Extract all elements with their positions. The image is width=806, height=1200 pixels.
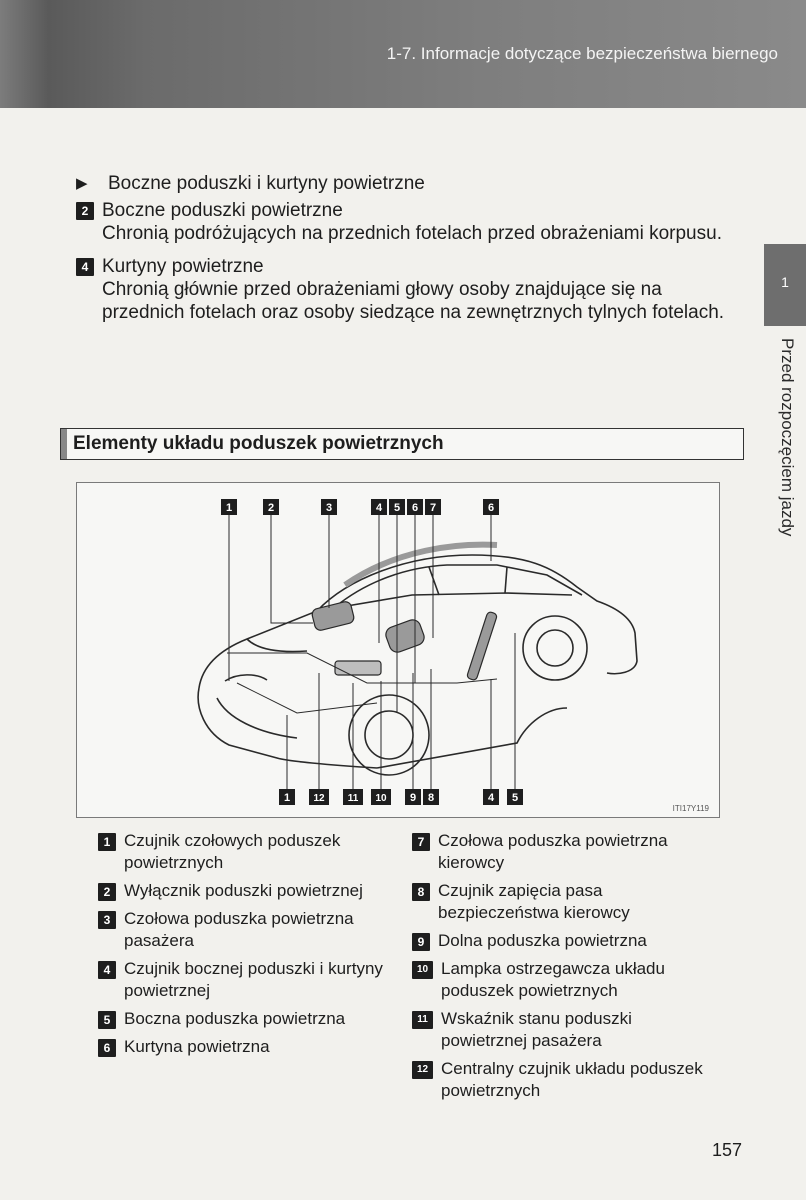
legend-left-column [98,830,398,1064]
number-badge-icon: 6 [98,1039,116,1057]
intro-item-title: Boczne poduszki powietrzne [102,200,343,221]
number-badge-icon: 9 [412,933,430,951]
intro-item-title: Kurtyny powietrzne [102,256,264,277]
svg-text:1: 1 [225,502,233,514]
figure-code: ITI17Y119 [672,804,709,813]
svg-text:12: 12 [313,793,325,804]
callout-badge-bottom [309,789,329,805]
section-header [60,428,744,460]
intro-section [76,172,736,334]
number-badge-icon: 3 [98,911,116,929]
svg-text:9: 9 [409,792,417,804]
callout-badge-top [263,499,279,515]
legend-item-text: Czołowa poduszka powietrzna pasażera [124,909,354,950]
legend-item-text: Kurtyna powietrzna [124,1037,270,1056]
svg-text:2: 2 [267,502,275,514]
number-badge-icon: 4 [76,258,94,276]
number-badge-icon: 5 [98,1011,116,1029]
callout-badge-bottom [405,789,421,805]
legend-item [412,930,722,952]
intro-heading [76,172,736,195]
callout-badge-bottom [343,789,363,805]
svg-text:8: 8 [427,792,435,804]
chapter-side-label: Przed rozpoczęciem jazdy [778,338,797,537]
legend-item [98,880,398,902]
callout-badge-top [483,499,499,515]
number-badge-icon: 4 [98,961,116,979]
svg-text:6: 6 [487,502,495,514]
svg-text:4: 4 [487,792,495,804]
chapter-tab-number: 1 [781,274,789,290]
intro-item [76,199,736,245]
chapter-tab [764,244,806,326]
legend-item [412,830,722,874]
legend-item-text: Czujnik zapięcia pasa bezpieczeństwa kierowcy [438,881,630,922]
number-badge-icon: 11 [412,1011,433,1029]
svg-text:7: 7 [429,502,437,514]
legend-item [98,830,398,874]
callout-badge-top [221,499,237,515]
legend-item [98,1008,398,1030]
callout-badge-bottom [279,789,295,805]
callout-badge-top [407,499,423,515]
car-outline [198,555,637,768]
page-number: 157 [712,1140,743,1160]
airbag-diagram [76,482,720,818]
legend-item [98,1036,398,1058]
callout-badge-bottom [371,789,391,805]
section-marker [61,429,67,459]
callout-badge-top [425,499,441,515]
number-badge-icon: 12 [412,1061,433,1079]
legend-item-text: Centralny czujnik układu poduszek powietrznych [441,1059,703,1100]
number-badge-icon: 2 [76,202,94,220]
legend-item [412,1008,722,1052]
legend-item-text: Lampka ostrzegawcza układu poduszek powietrznych [441,959,665,1000]
svg-text:11: 11 [347,793,359,804]
callout-badge-top [371,499,387,515]
number-badge-icon: 10 [412,961,433,979]
number-badge-icon: 8 [412,883,430,901]
legend-item-text: Dolna poduszka powietrzna [438,931,647,950]
bottom-callout-badges [279,789,523,805]
legend-item [412,1058,722,1102]
callout-badge-bottom [483,789,499,805]
number-badge-icon: 2 [98,883,116,901]
leader-lines [227,515,515,789]
legend-item-text: Czujnik czołowych poduszek powietrznych [124,831,341,872]
callout-badge-top [321,499,337,515]
svg-text:10: 10 [375,793,387,804]
number-badge-icon: 1 [98,833,116,851]
legend-right-column [412,830,722,1108]
header-band [0,0,806,108]
legend-item-text: Czujnik bocznej poduszki i kurtyny powietrznej [124,959,383,1000]
svg-text:4: 4 [375,502,383,514]
triangle-bullet-icon: ▶ [76,175,88,192]
svg-text:1: 1 [283,792,291,804]
section-title: Elementy układu poduszek powietrznych [73,433,444,454]
intro-item-text: Chronią podróżujących na przednich fotelach przed obrażeniami korpusu. [102,223,722,244]
legend-item [98,908,398,952]
svg-text:5: 5 [393,502,401,514]
intro-item [76,255,736,324]
car-illustration [77,483,719,817]
legend-item-text: Wyłącznik poduszki powietrznej [124,881,363,900]
legend-item-text: Wskaźnik stanu poduszki powietrznej pasażera [441,1009,632,1050]
legend-item-text: Czołowa poduszka powietrzna kierowcy [438,831,668,872]
svg-text:3: 3 [325,502,333,514]
chapter-title: 1-7. Informacje dotyczące bezpieczeństwa biernego [386,44,778,63]
svg-text:5: 5 [511,792,519,804]
svg-text:6: 6 [411,502,419,514]
legend-item-text: Boczna poduszka powietrzna [124,1009,346,1028]
legend-item [412,958,722,1002]
callout-badge-bottom [423,789,439,805]
number-badge-icon: 7 [412,833,430,851]
callout-badge-bottom [507,789,523,805]
legend-item [412,880,722,924]
callout-badge-top [389,499,405,515]
intro-item-text: Chronią głównie przed obrażeniami głowy osoby znajdujące się na przednich fotelach oraz osoby siedzące na zewnętrznych tylnych fotelach. [102,279,725,323]
intro-heading-text: Boczne poduszki i kurtyny powietrzne [108,173,425,194]
top-callout-badges [221,499,499,515]
legend-item [98,958,398,1002]
